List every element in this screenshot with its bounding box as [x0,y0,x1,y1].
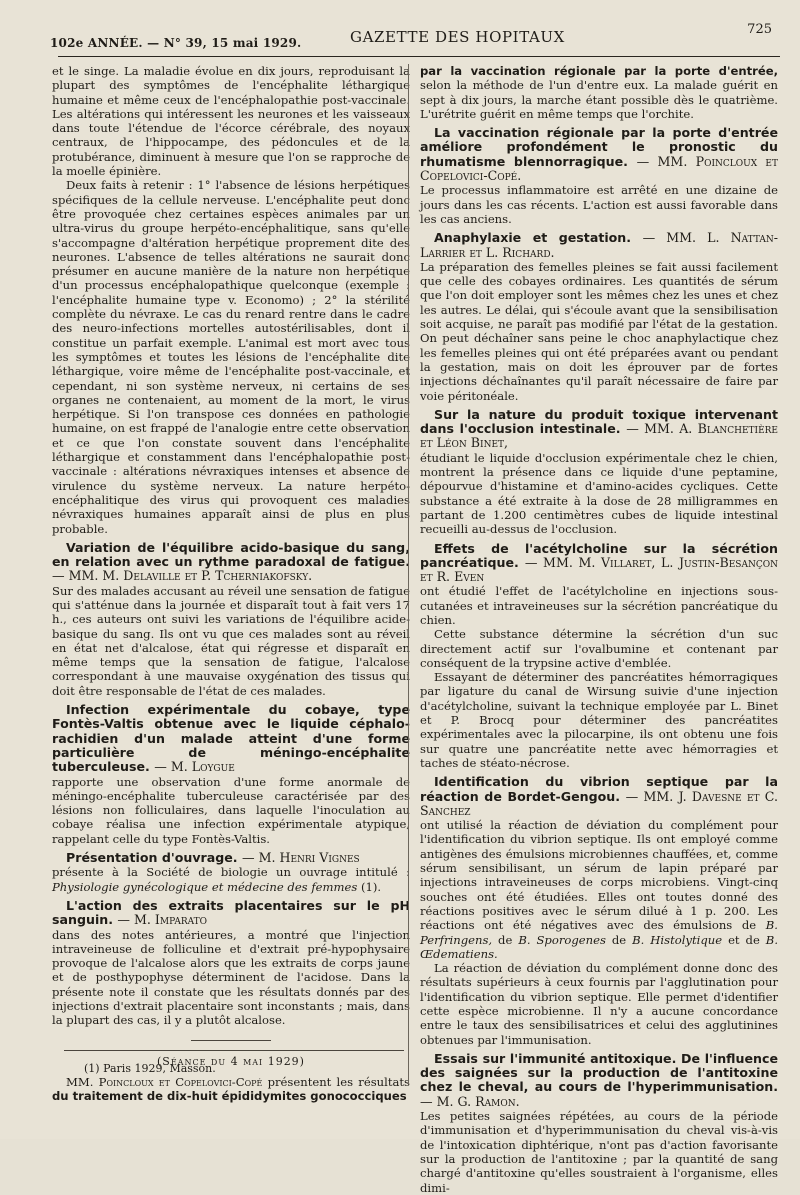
section-heading: Identification du vibrion septique par la réaction de Bordet-Gengou. — MM. J. Davesne et C. Sanchez [420,774,778,818]
paragraph: La réaction de déviation du complément donne donc des résultats supérieurs à ceux fournis par l'agglutination pour l'identification du vibrion septique. Elle permet d'identifier cette espèce microbienne. Il n'y a aucune concordance entre le taux des sensibilisatrices et celui des agglutinines obtenues par l'immunisation. [420,961,778,1047]
paragraph: MM. Poincloux et Copelovici-Copé présentent les résultats du traitement de dix-huit épididymites gonococciques [52,1074,410,1104]
section-heading: Infection expérimentale du cobaye, type Fontès-Valtis obtenue avec le liquide céphalo-rachidien d'un malade atteint d'une forme particulière de méningo-encéphalite tuberculeuse. — M. Loygue [52,702,410,775]
issue-line: 102e ANNÉE. — N° 39, 15 mai 1929. [50,36,302,50]
section-heading: Anaphylaxie et gestation. — MM. L. Nattan-Larrier et L. Richard. [420,230,778,260]
page-number: 725 [747,22,772,37]
paragraph: Deux faits à retenir : 1° l'absence de lésions herpétiques spécifiques de la cellule nerveuse. L'encéphalite peut donc être provoquée chez certaines espèces animales par un ultra-virus du groupe herpéto-encéphalitique, sans qu'elle s'accompagne d'altération herpétique proprement dite des neurones. L'absence de telles altérations ne saurait donc présumer en aucune manière de la nature non herpétique d'un processus encéphalopathique quelconque (exemple : l'encéphalite humaine type v. Economo) ; 2° la stérilité complète du névraxe. Le cas du renard rentre dans le cadre des neuro-infections mortelles autostérilisables, dont il constitue un parfait exemple. L'animal est mort avec tous les symptômes et toutes les lésions de l'encéphalite dite léthargique, voire même de l'encéphalite post-vaccinale, et cependant, ni son système nerveux, ni certains de ses organes ne contenaient, au moment de la mort, le virus herpétique. Si l'on transpose ces données en pathologie humaine, on est frappé de l'analogie entre cette observation et ce que l'on constate souvent dans l'encéphalite léthargique et constamment dans l'encéphalopathie post-vaccinale : altérations névraxiques intenses et absence de virulence du système nerveux. La nature herpéto-encéphalitique des virus qui provoquent ces maladies névraxiques humaines apparaît ainsi de plus en plus probable. [52,178,410,536]
paragraph: Sur des malades accusant au réveil une sensation de fatigue qui s'atténue dans la journée et disparaît tout à fait vers 17 h., ces auteurs ont suivi les variations de l'équilibre acide-basique du sang. Ils ont vu que ces malades sont au réveil en état net d'alcalose, état qui régresse et disparaît en même temps que la sensation de fatigue, l'alcalose correspondant à une mauvaise oxygénation des tissus qui doit être responsable de l'état de ces malades. [52,583,410,698]
header-rule [58,56,780,57]
section-heading: Essais sur l'immunité antitoxique. De l'influence des saignées sur la production de l'antitoxine chez le cheval, au cours de l'hyperimmunisation. — M. G. Ramon. [420,1050,778,1109]
paragraph: Les petites saignées répétées, au cours de la période d'immunisation et d'hyperimmunisation du cheval vis-à-vis de l'intoxication diphtérique, n'ont pas d'action favorisante sur la production de l'antitoxine ; par la quantité de sang chargé d'antitoxine qu'elles soustraient à l'organisme, elles dimi- [420,1109,778,1195]
paragraph: ont étudié l'effet de l'acétylcholine en injections sous-cutanées et intraveineuses sur la sécrétion pancréatique du chien. [420,584,778,627]
paragraph: et le singe. La maladie évolue en dix jours, reproduisant la plupart des symptômes de l'encéphalite léthargique humaine et même ceux de l'encéphalopathie post-vaccinale. Les altérations qui intéressent les neurones et les vaisseaux dans toute l'étendue de l'écorce cérébrale, des noyaux centraux, de l'hippocampe, des pédoncules et de la protubérance, diminuent à mesure que l'on se rapproche de la moelle épinière. [52,64,410,179]
paragraph: par la vaccination régionale par la porte d'entrée, selon la méthode de l'un d'entre eux. La malade guérit en sept à dix jours, la marche étant possible dès le quatrième. L'urétrite guérit en même temps que l'orchite. [420,64,778,121]
section-heading: L'action des extraits placentaires sur le pH sanguin. — M. Imparato [52,897,410,928]
paragraph: Le processus inflammatoire est arrêté en une dizaine de jours dans les cas récents. L'action est aussi favorable dans les cas anciens. [420,183,778,226]
separator [191,1040,271,1041]
section-heading: Présentation d'ouvrage. — M. Henri Vignes [66,850,360,866]
paragraph: La préparation des femelles pleines se fait aussi facilement que celle des cobayes ordinaires. Les quantités de sérum que l'on doit employer sont les mêmes chez les unes et chez les autres. Le délai, qui s'écoule avant que la sensibilisation soit acquise, ne paraît pas modifié par l'état de la gestation. On peut déchaîner sans peine le choc anaphylactique chez les femelles pleines qui ont été préparées avant ou pendant la gestation, mais on doit les éprouver par de fortes injections déchaînantes qu'il paraît nécessaire de faire par voie péritonéale. [420,259,778,403]
paragraph: dans des notes antérieures, a montré que l'injection intraveineuse de folliculine et d'extrait pré-hypophysaire provoque de l'alcalose alors que les extraits de corps jaune et de posthypophyse déterminent de l'acidose. Dans la présente note il constate que les résultats donnés par des injections d'extrait placentaire sont inconstants ; mais, dans la plupart des cas, il y a plutôt alcalose. [52,927,410,1028]
footnote-rule [64,1050,404,1051]
section-heading: Variation de l'équilibre acido-basique du sang, en relation avec un rythme paradoxal de fatigue. — MM. M. Delaville et P. Tcherniakofsky. [52,539,410,584]
section-heading: Effets de l'acétylcholine sur la sécrétion pancréatique. — MM. M. Villaret, L. Justin-Besançon et R. Even [420,540,778,585]
left-column [52,64,410,1103]
journal-title: GAZETTE DES HOPITAUX [350,28,565,46]
paragraph: étudiant le liquide d'occlusion expérimentale chez le chien, montrent la présence dans ce liquide d'une peptamine, dépourvue d'histamine et d'amino-acides cycliques. Cette substance a été extraite à la dose de 28 milligrammes en partant de 1.200 centimètres cubes de liquide intestinal recueilli au-dessus de l'occlusion. [420,450,778,537]
paragraph: ont utilisé la réaction de déviation du complément pour l'identification du vibrion septique. Ils ont employé comme antigènes des émulsions microbiennes chauffées, et, comme sérum sensibilisant, un sérum de lapin préparé par injections intraveineuses de corps microbiens. Vingt-cinq souches ont été étudiées. Elles ont toutes donné des réactions positives avec le sérum dilué à 1 p. 200. Les réactions ont été négatives avec des émulsions de B. Perfringens, de B. Sporogenes de B. Histolytique et de B. Œdematiens. [420,818,779,961]
paragraph: Cette substance détermine la sécrétion d'un suc directement actif sur l'ovalbumine et contenant par conséquent de la trypsine active d'emblée. [420,627,778,670]
column-divider [408,64,409,1084]
paragraph: rapporte une observation d'une forme anormale de méningo-encéphalite tuberculeuse caractérisée par des lésions non folliculaires, dans laquelle l'inoculation au cobaye réalisa une infection expérimentale atypique, rappelant celle du type Fontès-Valtis. [52,774,410,846]
seance-date: (Séance du 4 mai 1929) [157,1054,305,1068]
right-column [420,64,778,1195]
paragraph: Essayant de déterminer des pancréatites hémorragiques par ligature du canal de Wirsung suivie d'une injection d'acétylcholine, suivant la technique employée par L. Binet et P. Brocq pour déterminer des pancréatites expérimentales avec la pilocarpine, ils ont obtenu une fois sur quatre une pancréatite nette avec hémorragies et taches de stéato-nécrose. [420,670,778,770]
section-heading: La vaccination régionale par la porte d'entrée améliore profondément le pronostic du rhumatisme blennorragique. — MM. Poincloux et Copelovici-Copé. [420,125,778,184]
footnote: (1) Paris 1929, Masson. [84,1062,216,1075]
paragraph: présente à la Société de biologie un ouvrage intitulé : Physiologie gynécologique et médecine des femmes (1). [52,865,410,894]
page-header [40,22,780,52]
section-heading: Sur la nature du produit toxique intervenant dans l'occlusion intestinale. — MM. A. Blanchetière et Léon Binet, [420,406,778,451]
